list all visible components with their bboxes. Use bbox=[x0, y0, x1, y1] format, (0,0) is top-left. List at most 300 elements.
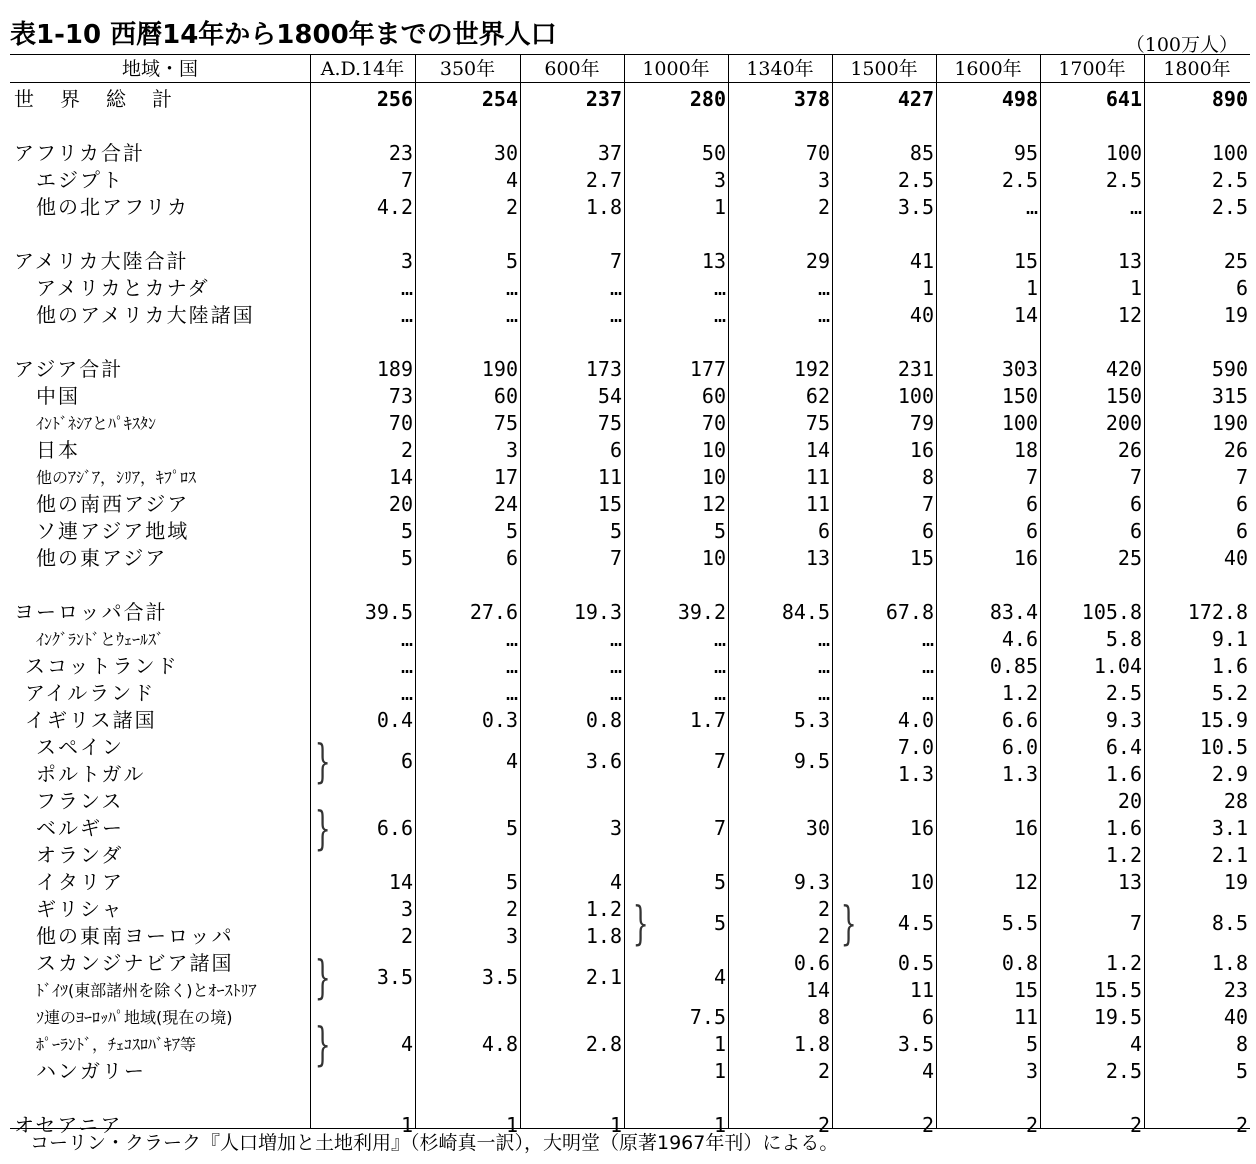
row-label: ｲﾝﾄﾞﾈｼｱとﾊﾟｷｽﾀﾝ bbox=[36, 414, 157, 433]
value-cell: 4 bbox=[1129, 1032, 1142, 1056]
value-cell: 2 bbox=[505, 897, 518, 921]
value-cell: 0.4 bbox=[376, 708, 413, 732]
value-cell: 19 bbox=[1223, 303, 1248, 327]
value-cell: 7 bbox=[609, 249, 622, 273]
value-cell: 67.8 bbox=[885, 600, 934, 624]
value-cell: 26 bbox=[1117, 438, 1142, 462]
table-title: 表1-10 西暦14年から1800年までの世界人口 bbox=[10, 20, 557, 50]
table-row bbox=[10, 140, 1250, 167]
value-cell: … bbox=[505, 303, 518, 327]
value-cell: … bbox=[713, 303, 726, 327]
value-cell: … bbox=[1025, 195, 1038, 219]
value-cell: 2.5 bbox=[1001, 168, 1038, 192]
value-cell: 9.1 bbox=[1211, 627, 1248, 651]
table-row bbox=[10, 1004, 1250, 1031]
row-label: ﾎﾟｰﾗﾝﾄﾞ，ﾁｪｺｽﾛﾊﾞｷｱ等 bbox=[36, 1035, 197, 1054]
value-cell: 5 bbox=[1235, 1059, 1248, 1083]
column-header: 1600年 bbox=[954, 58, 1022, 80]
value-cell: 5 bbox=[505, 249, 518, 273]
table-row bbox=[10, 626, 1250, 653]
table-row bbox=[10, 410, 1250, 437]
value-cell: 60 bbox=[493, 384, 518, 408]
value-cell: 3 bbox=[505, 924, 518, 948]
value-cell: 70 bbox=[701, 411, 726, 435]
value-cell: 100 bbox=[1001, 411, 1038, 435]
value-cell: 85 bbox=[909, 141, 934, 165]
value-cell: … bbox=[609, 654, 622, 678]
value-cell: 590 bbox=[1211, 357, 1248, 381]
merged-value-cell: 5.5 bbox=[1001, 910, 1038, 935]
source-note: コーリン・クラーク『人口増加と土地利用』（杉崎真一訳），大明堂（原著1967年刊）による。 bbox=[30, 1132, 839, 1154]
value-cell: 19.3 bbox=[573, 600, 622, 624]
value-cell: 0.3 bbox=[481, 708, 518, 732]
value-cell: 5 bbox=[609, 519, 622, 543]
table-row bbox=[10, 518, 1250, 545]
value-cell: 2.5 bbox=[1211, 195, 1248, 219]
column-header: 350年 bbox=[439, 58, 496, 80]
table-row bbox=[10, 302, 1250, 329]
value-cell: 13 bbox=[701, 249, 726, 273]
value-cell: … bbox=[505, 627, 518, 651]
column-header: 1500年 bbox=[850, 58, 918, 80]
value-cell: 6 bbox=[505, 546, 518, 570]
population-table bbox=[10, 54, 1250, 1137]
value-cell: 10 bbox=[701, 438, 726, 462]
merged-value-cell: 2.1 bbox=[585, 964, 622, 989]
value-cell: 280 bbox=[689, 87, 726, 111]
row-label: アメリカ大陸合計 bbox=[14, 249, 189, 273]
value-cell: 3 bbox=[400, 897, 413, 921]
value-cell: 79 bbox=[909, 411, 934, 435]
value-cell: 0.8 bbox=[585, 708, 622, 732]
value-cell: 5 bbox=[1025, 1032, 1038, 1056]
value-cell: 8 bbox=[1235, 1032, 1248, 1056]
table-row bbox=[10, 707, 1250, 734]
value-cell: 6 bbox=[609, 438, 622, 462]
value-cell: 5.8 bbox=[1105, 627, 1142, 651]
value-cell: 40 bbox=[1223, 546, 1248, 570]
brace-glyph: } bbox=[314, 801, 331, 855]
value-cell: 4 bbox=[505, 168, 518, 192]
value-cell: 15 bbox=[1013, 249, 1038, 273]
merged-value-cell: 3.5 bbox=[376, 964, 413, 989]
value-cell: 6.4 bbox=[1105, 735, 1142, 759]
value-cell: 1.3 bbox=[897, 762, 934, 786]
value-cell: 2.5 bbox=[897, 168, 934, 192]
row-label: ｲﾝｸﾞﾗﾝﾄﾞとｳｪｰﾙｽﾞ bbox=[36, 630, 165, 649]
value-cell: … bbox=[609, 681, 622, 705]
value-cell: … bbox=[817, 303, 830, 327]
table-row bbox=[10, 248, 1250, 275]
merged-value-cell: 9.5 bbox=[793, 748, 830, 773]
value-cell: 6.6 bbox=[376, 816, 413, 840]
value-cell: 256 bbox=[376, 87, 413, 111]
value-cell: 7 bbox=[1025, 465, 1038, 489]
value-cell: 6 bbox=[817, 519, 830, 543]
value-cell: 378 bbox=[793, 87, 830, 111]
value-cell: 1.6 bbox=[1105, 816, 1142, 840]
table-row bbox=[10, 1058, 1250, 1085]
value-cell: 237 bbox=[585, 87, 622, 111]
value-cell: 1.8 bbox=[1211, 951, 1248, 975]
value-cell: 11 bbox=[805, 492, 830, 516]
value-cell: … bbox=[400, 303, 413, 327]
value-cell: 50 bbox=[701, 141, 726, 165]
value-cell: 1.2 bbox=[1001, 681, 1038, 705]
value-cell: 1.3 bbox=[1001, 762, 1038, 786]
row-label: 世界総計 bbox=[14, 87, 198, 111]
value-cell: 100 bbox=[897, 384, 934, 408]
value-cell: 150 bbox=[1105, 384, 1142, 408]
value-cell: 315 bbox=[1211, 384, 1248, 408]
value-cell: 24 bbox=[493, 492, 518, 516]
value-cell: 17 bbox=[493, 465, 518, 489]
value-cell: … bbox=[400, 276, 413, 300]
value-cell: 1.8 bbox=[585, 924, 622, 948]
value-cell: 23 bbox=[388, 141, 413, 165]
table-row bbox=[10, 194, 1250, 221]
value-cell: 15 bbox=[1013, 978, 1038, 1002]
table-row bbox=[10, 356, 1250, 383]
value-cell: 4.2 bbox=[376, 195, 413, 219]
value-cell: 18 bbox=[1013, 438, 1038, 462]
merged-value-cell: 6 bbox=[400, 748, 413, 773]
value-cell: 1 bbox=[1025, 276, 1038, 300]
value-cell: 10 bbox=[701, 546, 726, 570]
merged-value-cell: 7 bbox=[713, 748, 726, 773]
value-cell: 6 bbox=[1235, 519, 1248, 543]
value-cell: … bbox=[817, 681, 830, 705]
column-header: 1800年 bbox=[1163, 58, 1231, 80]
value-cell: 5.3 bbox=[793, 708, 830, 732]
value-cell: 3.5 bbox=[897, 195, 934, 219]
value-cell: 5 bbox=[400, 519, 413, 543]
value-cell: 16 bbox=[1013, 816, 1038, 840]
row-label: ベルギー bbox=[36, 816, 124, 840]
value-cell: 75 bbox=[493, 411, 518, 435]
value-cell: … bbox=[817, 627, 830, 651]
value-cell: 62 bbox=[805, 384, 830, 408]
value-cell: 11 bbox=[805, 465, 830, 489]
value-cell: 60 bbox=[701, 384, 726, 408]
value-cell: 2.5 bbox=[1105, 681, 1142, 705]
value-cell: 75 bbox=[597, 411, 622, 435]
value-cell: 19 bbox=[1223, 870, 1248, 894]
value-cell: … bbox=[921, 627, 934, 651]
value-cell: 16 bbox=[1013, 546, 1038, 570]
column-header: 1000年 bbox=[642, 58, 710, 80]
value-cell: 2 bbox=[817, 1113, 830, 1137]
value-cell: 427 bbox=[897, 87, 934, 111]
value-cell: 1.7 bbox=[689, 708, 726, 732]
value-cell: 4.6 bbox=[1001, 627, 1038, 651]
value-cell: 39.2 bbox=[677, 600, 726, 624]
value-cell: 2 bbox=[400, 438, 413, 462]
value-cell: 37 bbox=[597, 141, 622, 165]
brace-glyph: } bbox=[632, 895, 649, 950]
value-cell: 3 bbox=[713, 168, 726, 192]
row-label: アフリカ合計 bbox=[14, 141, 145, 165]
value-cell: 1.04 bbox=[1093, 654, 1142, 678]
row-label: イタリア bbox=[36, 870, 124, 894]
value-cell: 2 bbox=[817, 1059, 830, 1083]
value-cell: 15.5 bbox=[1093, 978, 1142, 1002]
value-cell: … bbox=[400, 681, 413, 705]
value-cell: 1.2 bbox=[585, 897, 622, 921]
value-cell: 23 bbox=[1223, 978, 1248, 1002]
value-cell: 4 bbox=[609, 870, 622, 894]
value-cell: 3 bbox=[817, 168, 830, 192]
row-label: 他の南西アジア bbox=[36, 492, 190, 516]
merged-value-cell: 4 bbox=[713, 964, 726, 989]
value-cell: 95 bbox=[1013, 141, 1038, 165]
value-cell: 15 bbox=[597, 492, 622, 516]
value-cell: 3 bbox=[505, 438, 518, 462]
value-cell: 4 bbox=[921, 1059, 934, 1083]
value-cell: … bbox=[921, 654, 934, 678]
value-cell: 2 bbox=[400, 924, 413, 948]
value-cell: 6 bbox=[1025, 492, 1038, 516]
value-cell: 1.2 bbox=[1105, 843, 1142, 867]
row-label: オセアニア bbox=[14, 1113, 123, 1137]
value-cell: 12 bbox=[1117, 303, 1142, 327]
table-row bbox=[10, 491, 1250, 518]
merged-value-cell: 8.5 bbox=[1211, 910, 1248, 935]
table-row bbox=[10, 167, 1250, 194]
value-cell: 5 bbox=[505, 519, 518, 543]
value-cell: … bbox=[609, 303, 622, 327]
header-top-rule bbox=[10, 54, 1250, 55]
value-cell: … bbox=[713, 627, 726, 651]
row-label: ギリシャ bbox=[36, 897, 124, 921]
row-label: スコットランド bbox=[25, 654, 179, 678]
value-cell: 105.8 bbox=[1081, 600, 1142, 624]
value-cell: 2 bbox=[505, 195, 518, 219]
row-label: 中国 bbox=[36, 384, 80, 408]
merged-value-cell: 7 bbox=[1129, 910, 1142, 935]
value-cell: … bbox=[400, 627, 413, 651]
row-label: ヨーロッパ合計 bbox=[14, 600, 168, 624]
value-cell: 19.5 bbox=[1093, 1005, 1142, 1029]
value-cell: 6 bbox=[921, 1005, 934, 1029]
value-cell: 14 bbox=[805, 438, 830, 462]
value-cell: 190 bbox=[481, 357, 518, 381]
value-cell: 7.5 bbox=[689, 1005, 726, 1029]
row-label: 他の東アジア bbox=[36, 546, 168, 570]
value-cell: 25 bbox=[1117, 546, 1142, 570]
value-cell: 2 bbox=[817, 195, 830, 219]
value-cell: 73 bbox=[388, 384, 413, 408]
value-cell: 13 bbox=[805, 546, 830, 570]
value-cell: 173 bbox=[585, 357, 622, 381]
value-cell: 1 bbox=[713, 1113, 726, 1137]
value-cell: 303 bbox=[1001, 357, 1038, 381]
table-row bbox=[10, 788, 1250, 815]
value-cell: 189 bbox=[376, 357, 413, 381]
value-cell: 1 bbox=[609, 1113, 622, 1137]
value-cell: 1 bbox=[505, 1113, 518, 1137]
row-label: 他の北アフリカ bbox=[36, 195, 189, 219]
value-cell: 20 bbox=[1117, 789, 1142, 813]
value-cell: … bbox=[505, 681, 518, 705]
value-cell: 4.8 bbox=[481, 1032, 518, 1056]
value-cell: 100 bbox=[1211, 141, 1248, 165]
value-cell: 5 bbox=[400, 546, 413, 570]
value-cell: 7 bbox=[609, 546, 622, 570]
table-row bbox=[10, 464, 1250, 491]
table-row bbox=[10, 383, 1250, 410]
value-cell: 5 bbox=[505, 816, 518, 840]
table-row bbox=[10, 545, 1250, 572]
value-cell: … bbox=[1129, 195, 1142, 219]
row-label: アジア合計 bbox=[14, 357, 124, 381]
value-cell: 14 bbox=[805, 978, 830, 1002]
value-cell: 75 bbox=[805, 411, 830, 435]
row-label: アイルランド bbox=[25, 681, 156, 705]
value-cell: 8 bbox=[817, 1005, 830, 1029]
value-cell: 13 bbox=[1117, 870, 1142, 894]
value-cell: 7 bbox=[1129, 465, 1142, 489]
value-cell: 100 bbox=[1105, 141, 1142, 165]
unit-label: （100万人） bbox=[1125, 34, 1238, 56]
value-cell: 11 bbox=[909, 978, 934, 1002]
value-cell: … bbox=[609, 276, 622, 300]
row-label: ソ連アジア地域 bbox=[36, 519, 190, 543]
value-cell: 2.5 bbox=[1211, 168, 1248, 192]
value-cell: 6 bbox=[1235, 276, 1248, 300]
value-cell: 2 bbox=[921, 1113, 934, 1137]
value-cell: 2.5 bbox=[1105, 1059, 1142, 1083]
value-cell: 0.6 bbox=[793, 951, 830, 975]
value-cell: 1 bbox=[400, 1113, 413, 1137]
value-cell: 890 bbox=[1211, 87, 1248, 111]
value-cell: 11 bbox=[597, 465, 622, 489]
value-cell: 7 bbox=[1235, 465, 1248, 489]
value-cell: 1.2 bbox=[1105, 951, 1142, 975]
value-cell: 2 bbox=[1025, 1113, 1038, 1137]
row-label: スペイン bbox=[36, 735, 124, 759]
value-cell: 498 bbox=[1001, 87, 1038, 111]
value-cell: … bbox=[921, 681, 934, 705]
value-cell: … bbox=[713, 654, 726, 678]
value-cell: 254 bbox=[481, 87, 518, 111]
value-cell: 70 bbox=[388, 411, 413, 435]
value-cell: 27.6 bbox=[469, 600, 518, 624]
value-cell: 6 bbox=[1235, 492, 1248, 516]
value-cell: 14 bbox=[388, 870, 413, 894]
table-row bbox=[10, 842, 1250, 869]
table-row bbox=[10, 653, 1250, 680]
value-cell: 1.6 bbox=[1211, 654, 1248, 678]
value-cell: 2 bbox=[817, 924, 830, 948]
value-cell: 20 bbox=[388, 492, 413, 516]
table-row bbox=[10, 815, 1250, 842]
value-cell: 2.8 bbox=[585, 1032, 622, 1056]
value-cell: 1.8 bbox=[793, 1032, 830, 1056]
value-cell: 14 bbox=[1013, 303, 1038, 327]
value-cell: 1 bbox=[713, 1059, 726, 1083]
row-label: フランス bbox=[36, 789, 124, 813]
value-cell: 2 bbox=[817, 897, 830, 921]
value-cell: … bbox=[713, 681, 726, 705]
value-cell: 6 bbox=[921, 519, 934, 543]
merged-value-cell: 4.5 bbox=[897, 910, 934, 935]
column-header: 1340年 bbox=[746, 58, 814, 80]
brace-glyph: } bbox=[314, 733, 331, 788]
value-cell: 231 bbox=[897, 357, 934, 381]
merged-value-cell: 5 bbox=[713, 910, 726, 935]
value-cell: 5 bbox=[713, 870, 726, 894]
value-cell: 200 bbox=[1105, 411, 1142, 435]
value-cell: 2 bbox=[1129, 1113, 1142, 1137]
value-cell: 2.1 bbox=[1211, 843, 1248, 867]
value-cell: 26 bbox=[1223, 438, 1248, 462]
value-cell: 41 bbox=[909, 249, 934, 273]
value-cell: 192 bbox=[793, 357, 830, 381]
value-cell: 0.5 bbox=[897, 951, 934, 975]
value-cell: 177 bbox=[689, 357, 726, 381]
merged-value-cell: 3.6 bbox=[585, 748, 622, 773]
value-cell: 2 bbox=[1235, 1113, 1248, 1137]
value-cell: 1.8 bbox=[585, 195, 622, 219]
value-cell: 6.6 bbox=[1001, 708, 1038, 732]
table-row bbox=[10, 275, 1250, 302]
value-cell: 6 bbox=[1129, 519, 1142, 543]
value-cell: 2.9 bbox=[1211, 762, 1248, 786]
column-header: 1700年 bbox=[1058, 58, 1126, 80]
value-cell: 172.8 bbox=[1187, 600, 1248, 624]
value-cell: 5 bbox=[505, 870, 518, 894]
value-cell: 0.8 bbox=[1001, 951, 1038, 975]
value-cell: 84.5 bbox=[781, 600, 830, 624]
value-cell: 15 bbox=[909, 546, 934, 570]
row-label: スカンジナビア諸国 bbox=[36, 951, 234, 975]
column-header: 600年 bbox=[544, 58, 600, 80]
value-cell: 2.7 bbox=[585, 168, 622, 192]
value-cell: 54 bbox=[597, 384, 622, 408]
value-cell: 4 bbox=[400, 1032, 413, 1056]
row-label: ﾄﾞｲﾂ(東部諸州を除く)とｵｰｽﾄﾘｱ bbox=[36, 981, 257, 1000]
value-cell: 2.5 bbox=[1105, 168, 1142, 192]
value-cell: 40 bbox=[909, 303, 934, 327]
row-label: ｿ連のﾖｰﾛｯﾊﾟ地域(現在の境) bbox=[36, 1008, 233, 1027]
value-cell: 7 bbox=[921, 492, 934, 516]
row-label: アメリカとカナダ bbox=[36, 276, 210, 300]
value-cell: 40 bbox=[1223, 1005, 1248, 1029]
value-cell: 1 bbox=[713, 1032, 726, 1056]
value-cell: 12 bbox=[701, 492, 726, 516]
row-label: ハンガリー bbox=[36, 1059, 146, 1083]
value-cell: 30 bbox=[493, 141, 518, 165]
row-label: 他のアメリカ大陸諸国 bbox=[36, 303, 255, 327]
value-cell: 3.1 bbox=[1211, 816, 1248, 840]
value-cell: … bbox=[713, 276, 726, 300]
brace-glyph: } bbox=[840, 895, 857, 950]
table-row bbox=[10, 1031, 1250, 1058]
value-cell: 641 bbox=[1105, 87, 1142, 111]
table-row bbox=[10, 680, 1250, 707]
value-cell: 10 bbox=[701, 465, 726, 489]
row-label: イギリス諸国 bbox=[25, 708, 157, 732]
value-cell: 6 bbox=[1025, 519, 1038, 543]
column-header: A.D.14年 bbox=[320, 58, 405, 80]
value-cell: … bbox=[609, 627, 622, 651]
value-cell: 420 bbox=[1105, 357, 1142, 381]
value-cell: 10.5 bbox=[1199, 735, 1248, 759]
row-label: オランダ bbox=[36, 843, 124, 867]
value-cell: 30 bbox=[805, 816, 830, 840]
value-cell: 7 bbox=[713, 816, 726, 840]
